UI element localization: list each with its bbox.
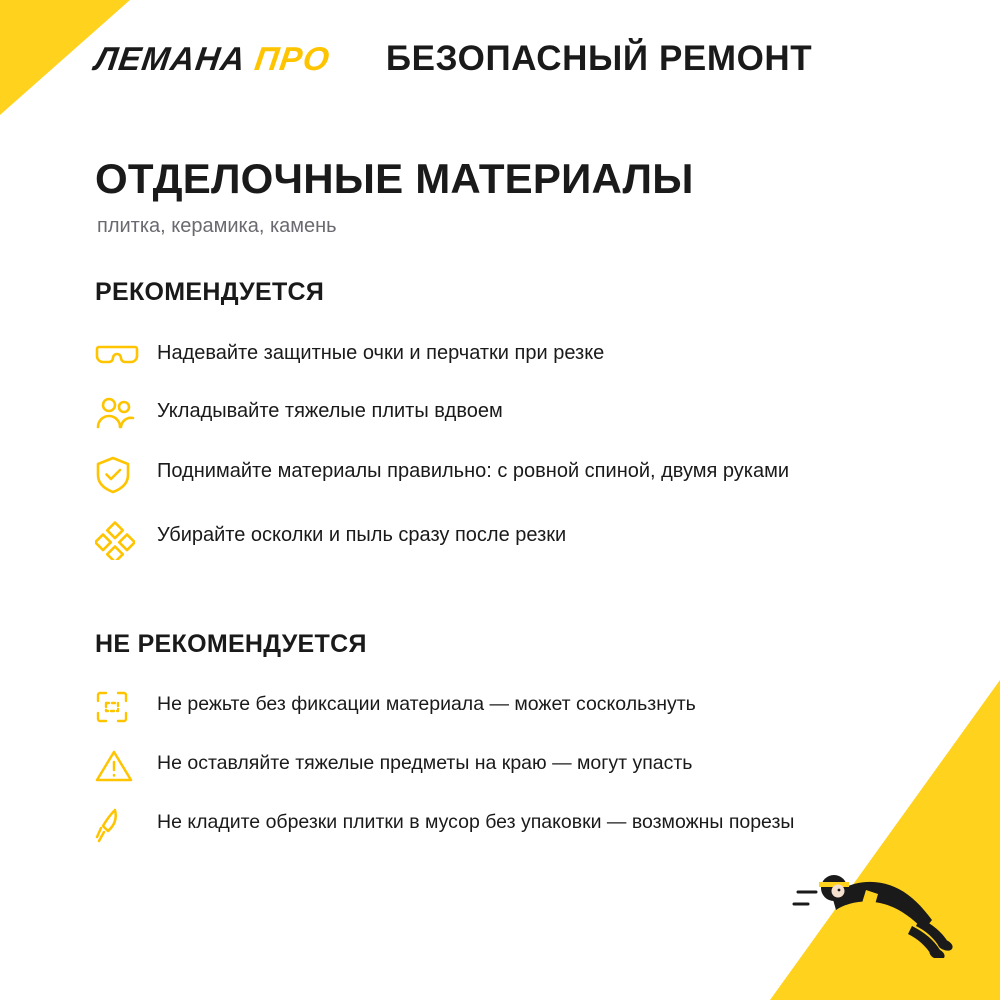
flying-worker-mascot: [792, 838, 962, 958]
page-title: ОТДЕЛОЧНЫЕ МАТЕРИАЛЫ: [95, 155, 694, 202]
four-diamonds-icon: [95, 519, 157, 560]
list-item-text: Поднимайте материалы правильно: с ровной спиной, двумя руками: [157, 460, 790, 482]
list-item-text: Укладывайте тяжелые плиты вдвоем: [157, 400, 503, 422]
knife-icon: [95, 807, 157, 846]
dashed-frame-icon: [95, 689, 157, 724]
section-heading-recommended: РЕКОМЕНДУЕТСЯ: [95, 278, 325, 306]
safety-goggles-icon: [95, 337, 157, 370]
brand-logo: [92, 40, 333, 78]
list-item: [95, 748, 915, 783]
header-title: БЕЗОПАСНЫЙ РЕМОНТ: [385, 39, 813, 78]
list-item-text: Надевайте защитные очки и перчатки при резке: [157, 342, 605, 364]
section-not-recommended: [95, 630, 915, 870]
shield-check-icon: [95, 455, 157, 494]
list-item-text: Не оставляйте тяжелые предметы на краю — могут упасть: [157, 752, 693, 774]
logo-text-lemana: ЛЕМАНА: [92, 40, 249, 77]
list-item-text: Убирайте осколки и пыль сразу после резки: [157, 524, 567, 546]
section-heading-not-recommended: НЕ РЕКОМЕНДУЕТСЯ: [95, 630, 367, 658]
list-item: [95, 395, 915, 430]
warning-triangle-icon: [95, 748, 157, 783]
list-item-text: Не кладите обрезки плитки в мусор без упаковки — возможны порезы: [157, 811, 795, 833]
header: [0, 0, 1000, 118]
list-item: [95, 337, 915, 370]
list-item: [95, 519, 915, 560]
logo-text-pro: ПРО: [252, 40, 333, 77]
list-item: [95, 689, 915, 724]
list-item-text: Не режьте без фиксации материала — может соскользнуть: [157, 693, 696, 715]
list-item: [95, 455, 915, 494]
page-subtitle: плитка, керамика, камень: [97, 215, 337, 237]
two-people-icon: [95, 395, 157, 430]
section-recommended: [95, 278, 915, 585]
